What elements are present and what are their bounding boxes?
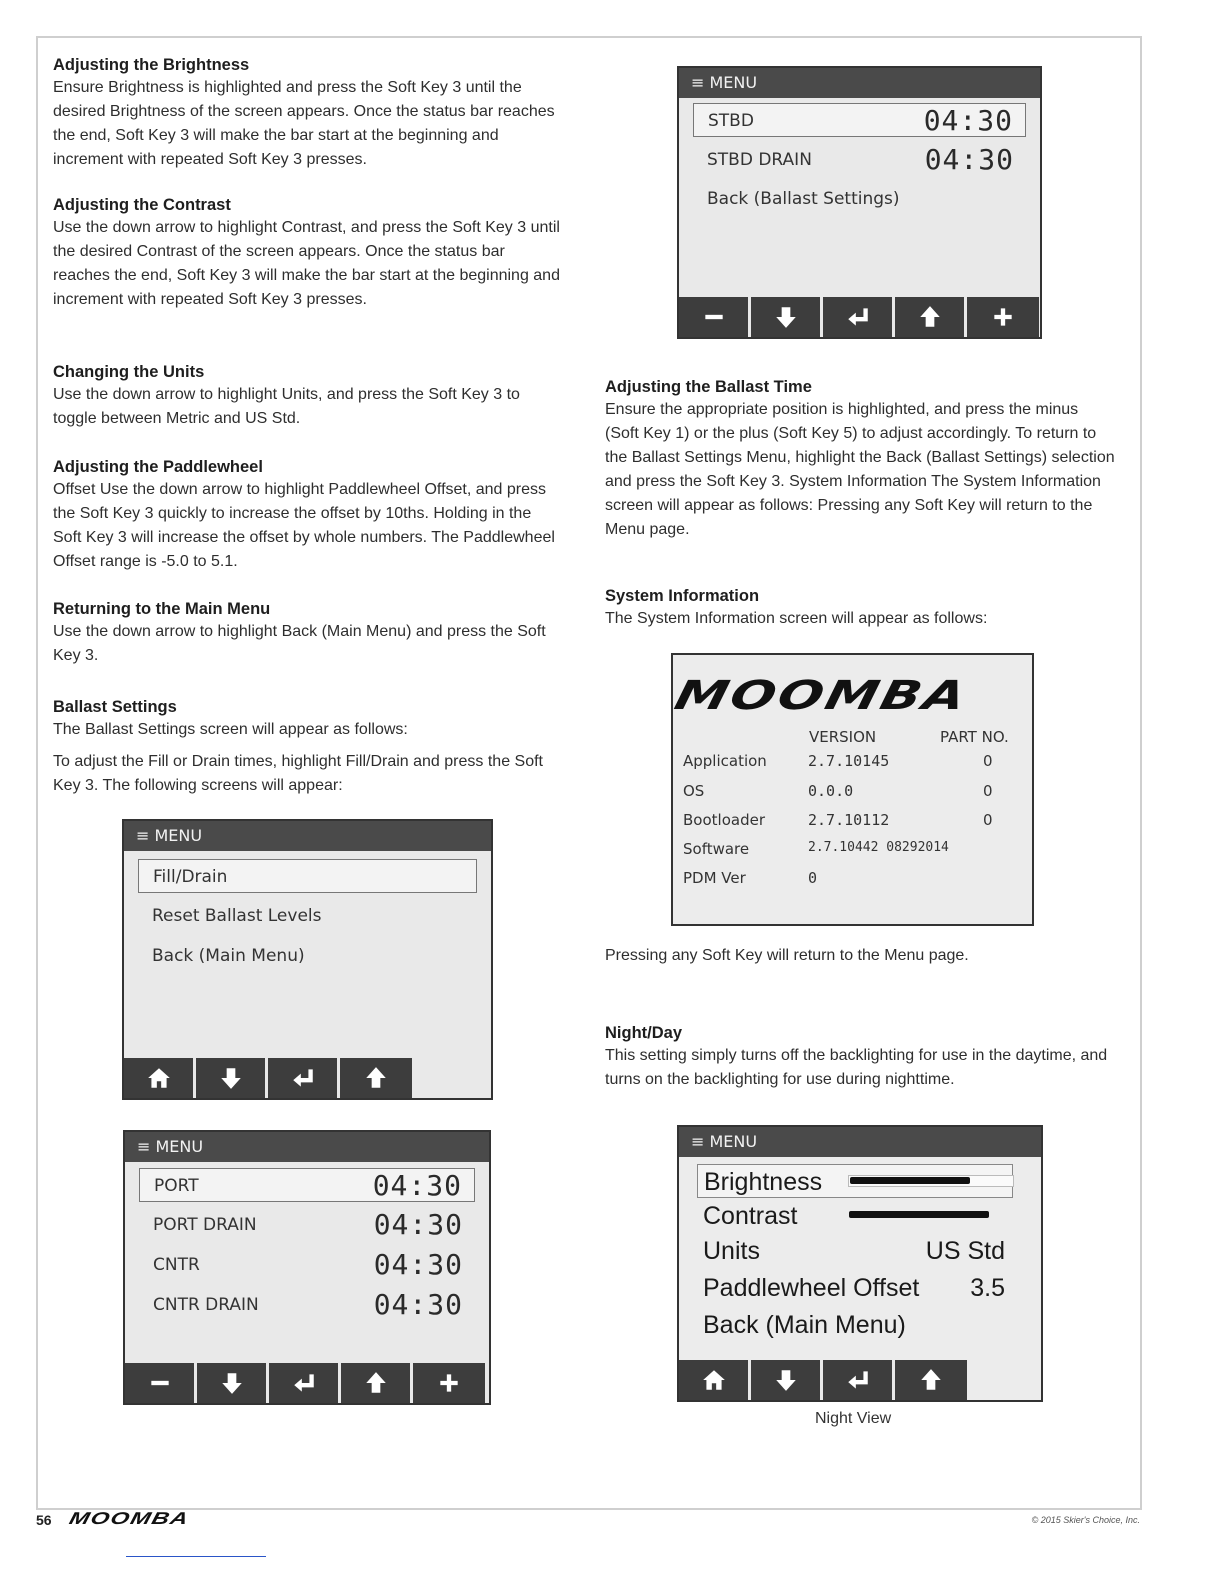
section-title: Ballast Settings <box>53 698 177 716</box>
copyright: © 2015 Skier's Choice, Inc. <box>1031 1515 1140 1525</box>
menu-bar: ≡ MENU <box>124 821 491 851</box>
section-body: Use the down arrow to highlight Contrast, and press the Soft Key 3 until the desired Contrast of the screen appears. Once the status bar reaches the end, Soft Key 3 will make the bar start at the beginning and increment with repeated Soft Key 3 presses. <box>53 219 560 308</box>
section-main-menu <box>53 598 561 668</box>
arrow-down-icon <box>773 304 799 330</box>
down-key[interactable] <box>751 297 823 337</box>
down-key[interactable] <box>196 1058 268 1098</box>
sysinfo-name: Bootloader <box>683 811 765 829</box>
section-units <box>53 361 561 431</box>
menu-item-reset-ballast[interactable] <box>138 899 477 933</box>
home-icon <box>701 1367 727 1393</box>
menu-bar: ≡ MENU <box>679 68 1040 98</box>
enter-icon <box>845 1367 871 1393</box>
row-paddlewheel[interactable] <box>697 1271 1013 1305</box>
menu-item-fill-drain[interactable] <box>138 859 477 893</box>
menu-label: MENU <box>709 1132 758 1151</box>
enter-key[interactable] <box>268 1058 340 1098</box>
page-number: 56 <box>36 1512 52 1528</box>
up-key[interactable] <box>340 1058 412 1098</box>
home-key[interactable] <box>679 1360 751 1400</box>
soft-keys <box>679 297 1039 337</box>
night-caption: Night View <box>815 1410 892 1427</box>
arrow-down-icon <box>218 1065 244 1091</box>
paddle-value: 3.5 <box>970 1274 1005 1302</box>
menu-bar: ≡ MENU <box>125 1132 489 1162</box>
row-port-drain[interactable] <box>139 1208 475 1242</box>
ballast-extra: To adjust the Fill or Drain times, highlight Fill/Drain and press the Soft Key 3. The following screens will appear: <box>53 753 543 794</box>
section-title: Adjusting the Ballast Time <box>605 378 812 396</box>
arrow-up-icon <box>918 1367 944 1393</box>
paddle-label: Paddlewheel Offset <box>703 1274 920 1302</box>
section-body: Offset Use the down arrow to highlight Paddlewheel Offset, and press the Soft Key 3 quickly to increase the offset by 10ths. Holding in the Soft Key 3 will increase the offset by whole numbers. The Paddlewheel Offset range is -5.0 to 5.1. <box>53 481 555 570</box>
minus-icon <box>147 1370 173 1396</box>
up-key[interactable] <box>895 1360 967 1400</box>
row-time: 04:30 <box>373 1208 463 1241</box>
row-stbd[interactable] <box>693 103 1026 137</box>
section-body: Ensure the appropriate position is highlighted, and press the minus (Soft Key 1) or the plus (Soft Key 5) to adjust accordingly. To return to the Ballast Settings Menu, highlight the Back (Ballast Settings) selection and press the Soft Key 3. System Information The System Information screen will appear as follows: Pressing any Soft Key will return to the Menu page. <box>605 401 1115 538</box>
section-paddlewheel <box>53 456 561 574</box>
arrow-up-icon <box>363 1065 389 1091</box>
arrow-down-icon <box>773 1367 799 1393</box>
brightness-label: Brightness <box>704 1168 823 1196</box>
row-stbd-drain[interactable] <box>693 143 1026 177</box>
sysinfo-name: OS <box>683 782 705 800</box>
sysinfo-version: 2.7.10112 <box>808 811 890 829</box>
pressing-note <box>605 944 1115 968</box>
row-time: 04:30 <box>373 1288 463 1321</box>
enter-key[interactable] <box>269 1363 341 1403</box>
minus-icon <box>701 304 727 330</box>
sysinfo-row <box>683 782 1022 812</box>
menu-item-label: Back (Main Menu) <box>152 946 305 966</box>
row-time: 04:30 <box>373 1248 463 1281</box>
row-brightness[interactable] <box>697 1164 1013 1198</box>
sysinfo-row <box>683 811 1022 841</box>
soft-keys <box>125 1363 485 1403</box>
brightness-level <box>850 1177 970 1184</box>
row-label: STBD <box>708 111 754 131</box>
sysinfo-part: 0 <box>983 811 993 829</box>
minus-key[interactable] <box>679 297 751 337</box>
system-info-screen <box>671 653 1034 926</box>
section-title: Night/Day <box>605 1024 683 1042</box>
section-body: The Ballast Settings screen will appear as follows: <box>53 721 408 738</box>
row-contrast[interactable] <box>697 1199 1013 1233</box>
arrow-down-icon <box>219 1370 245 1396</box>
sysinfo-name: Application <box>683 752 767 770</box>
home-icon <box>146 1065 172 1091</box>
row-cntr[interactable] <box>139 1248 475 1282</box>
section-night-day <box>605 1022 1115 1092</box>
link-underline <box>126 1556 266 1557</box>
port-cntr-screen <box>123 1130 491 1405</box>
version-header: VERSION <box>809 728 877 746</box>
menu-label: MENU <box>155 1137 204 1156</box>
section-title: Adjusting the Brightness <box>53 56 250 74</box>
row-label: PORT DRAIN <box>153 1215 257 1235</box>
soft-keys <box>679 1360 967 1400</box>
section-system-info <box>605 585 1115 631</box>
section-body: Use the down arrow to highlight Units, and press the Soft Key 3 to toggle between Metric and US Std. <box>53 386 520 427</box>
menu-label: MENU <box>709 73 758 92</box>
moomba-logo: MOOMBA <box>670 673 973 719</box>
up-key[interactable] <box>341 1363 413 1403</box>
menu-bar: ≡ MENU <box>679 1127 1041 1157</box>
sysinfo-part: 0 <box>983 752 993 770</box>
night-view-screen <box>677 1125 1043 1402</box>
sysinfo-version: 0.0.0 <box>808 782 854 800</box>
plus-key[interactable] <box>413 1363 485 1403</box>
contrast-level <box>849 1211 989 1218</box>
row-back-ballast[interactable] <box>693 182 1026 216</box>
section-title: Changing the Units <box>53 363 205 381</box>
enter-key[interactable] <box>823 1360 895 1400</box>
sysinfo-name: Software <box>683 840 750 858</box>
sysinfo-row <box>683 752 1022 782</box>
menu-item-back-main[interactable] <box>138 939 477 973</box>
contrast-label: Contrast <box>703 1202 798 1230</box>
plus-icon <box>436 1370 462 1396</box>
soft-keys <box>124 1058 412 1098</box>
row-time: 04:30 <box>924 143 1014 176</box>
menu-item-label: Reset Ballast Levels <box>152 906 322 926</box>
part-header: PART NO. <box>940 728 1009 746</box>
section-title: Adjusting the Contrast <box>53 196 231 214</box>
footer-logo: MOOMBA <box>67 1509 192 1528</box>
units-value: US Std <box>925 1237 1005 1265</box>
enter-icon <box>290 1065 316 1091</box>
units-label: Units <box>703 1237 760 1265</box>
ballast-settings-screen <box>122 819 493 1100</box>
stbd-screen <box>677 66 1042 339</box>
sysinfo-name: PDM Ver <box>683 869 746 887</box>
up-key[interactable] <box>895 297 967 337</box>
row-label: Back (Ballast Settings) <box>707 189 900 209</box>
row-back-main[interactable] <box>697 1308 1013 1342</box>
menu-label: MENU <box>154 826 203 845</box>
sysinfo-part: 0 <box>983 782 993 800</box>
row-label: STBD DRAIN <box>707 150 812 170</box>
minus-key[interactable] <box>125 1363 197 1403</box>
row-units[interactable] <box>697 1234 1013 1268</box>
down-key[interactable] <box>751 1360 823 1400</box>
down-key[interactable] <box>197 1363 269 1403</box>
sysinfo-version: 2.7.10442 08292014 <box>808 840 949 855</box>
row-cntr-drain[interactable] <box>139 1288 475 1322</box>
sysinfo-row <box>683 840 1022 870</box>
section-ballast <box>53 696 561 798</box>
row-port[interactable] <box>139 1168 475 1202</box>
menu-item-label: Fill/Drain <box>153 867 228 887</box>
section-title: Returning to the Main Menu <box>53 600 271 618</box>
sysinfo-row <box>683 869 1022 899</box>
row-label: CNTR <box>153 1255 200 1275</box>
back-label: Back (Main Menu) <box>703 1311 906 1339</box>
section-title: System Information <box>605 587 760 605</box>
section-title: Adjusting the Paddlewheel <box>53 458 263 476</box>
section-body: The System Information screen will appear as follows: <box>605 610 988 627</box>
row-label: PORT <box>154 1176 199 1196</box>
arrow-up-icon <box>917 304 943 330</box>
section-brightness <box>53 54 561 172</box>
row-time: 04:30 <box>923 104 1013 137</box>
sysinfo-version: 0 <box>808 869 818 887</box>
sysinfo-version: 2.7.10145 <box>808 752 890 770</box>
section-ballast-time <box>605 376 1115 542</box>
section-body: Use the down arrow to highlight Back (Main Menu) and press the Soft Key 3. <box>53 623 546 664</box>
arrow-up-icon <box>363 1370 389 1396</box>
plus-icon <box>990 304 1016 330</box>
plus-key[interactable] <box>967 297 1039 337</box>
enter-icon <box>291 1370 317 1396</box>
pressing-note-text: Pressing any Soft Key will return to the Menu page. <box>605 947 969 964</box>
home-key[interactable] <box>124 1058 196 1098</box>
section-body: This setting simply turns off the backlighting for use in the daytime, and turns on the backlighting for use during nighttime. <box>605 1047 1108 1088</box>
enter-icon <box>845 304 871 330</box>
row-time: 04:30 <box>372 1169 462 1202</box>
section-contrast <box>53 194 561 312</box>
section-body: Ensure Brightness is highlighted and press the Soft Key 3 until the desired Brightness of the screen appears. Once the status bar reaches the end, Soft Key 3 will make the bar start at the beginning and increment with repeated Soft Key 3 presses. <box>53 79 555 168</box>
enter-key[interactable] <box>823 297 895 337</box>
row-label: CNTR DRAIN <box>153 1295 259 1315</box>
